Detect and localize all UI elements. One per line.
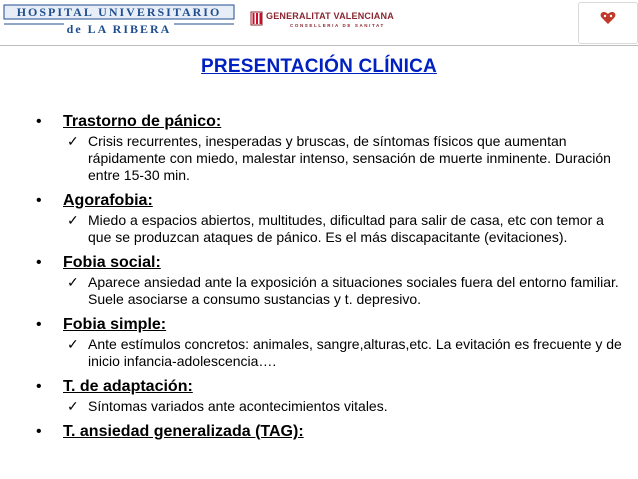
detail-text: Miedo a espacios abiertos, multitudes, dificultad para salir de casa, etc con temor a que se produzcan ataques de pánico. Es el más discapacitante (evitaciones).: [88, 212, 604, 245]
slide-header: [0, 0, 638, 46]
partner-logo: [578, 2, 638, 44]
heading-text: T. ansiedad generalizada (TAG):: [63, 423, 304, 440]
item-detail: [36, 398, 626, 415]
item-detail: [36, 212, 626, 246]
heading-text: T. de adaptación:: [63, 378, 193, 395]
checkmark-icon: ✓: [67, 212, 79, 228]
detail-text: Crisis recurrentes, inesperadas y bruscas, de síntomas físicos que aumentan rápidamente con miedo, malestar intenso, sensación de muerte inminente. Duración entre 15-30 min.: [88, 133, 611, 183]
list-item: [36, 191, 626, 246]
detail-text: Aparece ansiedad ante la exposición a situaciones sociales fuera del entorno familiar. Suele asociarse a consumo sustancias y t. depresivo.: [88, 274, 619, 307]
hospital-name-line1: HOSPITAL UNIVERSITARIO: [16, 5, 222, 19]
conselleria-name: CONSELLERIA DE SANITAT: [290, 23, 385, 28]
detail-text: Ante estímulos concretos: animales, sangre,alturas,etc. La evitación es frecuente y de inicio infancia-adolescencia….: [88, 336, 622, 369]
item-heading: [36, 315, 626, 335]
heading-text: Agorafobia:: [63, 192, 153, 209]
slide-title: PRESENTACIÓN CLÍNICA: [201, 56, 437, 77]
bullet-icon: •: [36, 192, 42, 209]
item-heading: [36, 112, 626, 132]
bullet-icon: •: [36, 254, 42, 271]
list-item: [36, 112, 626, 184]
item-heading: [36, 253, 626, 273]
list-item: [36, 377, 626, 415]
generalitat-name: GENERALITAT VALENCIANA: [266, 11, 394, 21]
checkmark-icon: ✓: [67, 133, 79, 149]
bullet-icon: •: [36, 113, 42, 130]
item-heading: [36, 377, 626, 397]
item-heading: [36, 422, 626, 442]
item-detail: [36, 336, 626, 370]
generalitat-emblem-icon: [250, 11, 263, 26]
checkmark-icon: ✓: [67, 274, 79, 290]
checkmark-icon: ✓: [67, 398, 79, 414]
heading-text: Trastorno de pánico:: [63, 113, 222, 130]
bullet-icon: •: [36, 378, 42, 395]
bullet-icon: •: [36, 423, 42, 440]
header-divider: [0, 45, 638, 46]
bullet-icon: •: [36, 316, 42, 333]
list-item: [36, 253, 626, 308]
heart-logo-icon: [600, 11, 616, 25]
item-detail: [36, 133, 626, 184]
generalitat-logo: [250, 9, 400, 31]
heading-text: Fobia simple:: [63, 316, 167, 333]
hospital-name-line2: de LA RIBERA: [66, 22, 172, 36]
list-item: [36, 315, 626, 370]
item-heading: [36, 191, 626, 211]
hospital-logo: [2, 2, 236, 40]
list-item: [36, 422, 626, 442]
item-detail: [36, 274, 626, 308]
detail-text: Síntomas variados ante acontecimientos vitales.: [88, 398, 388, 414]
heading-text: Fobia social:: [63, 254, 161, 271]
slide-body: [36, 112, 626, 442]
checkmark-icon: ✓: [67, 336, 79, 352]
